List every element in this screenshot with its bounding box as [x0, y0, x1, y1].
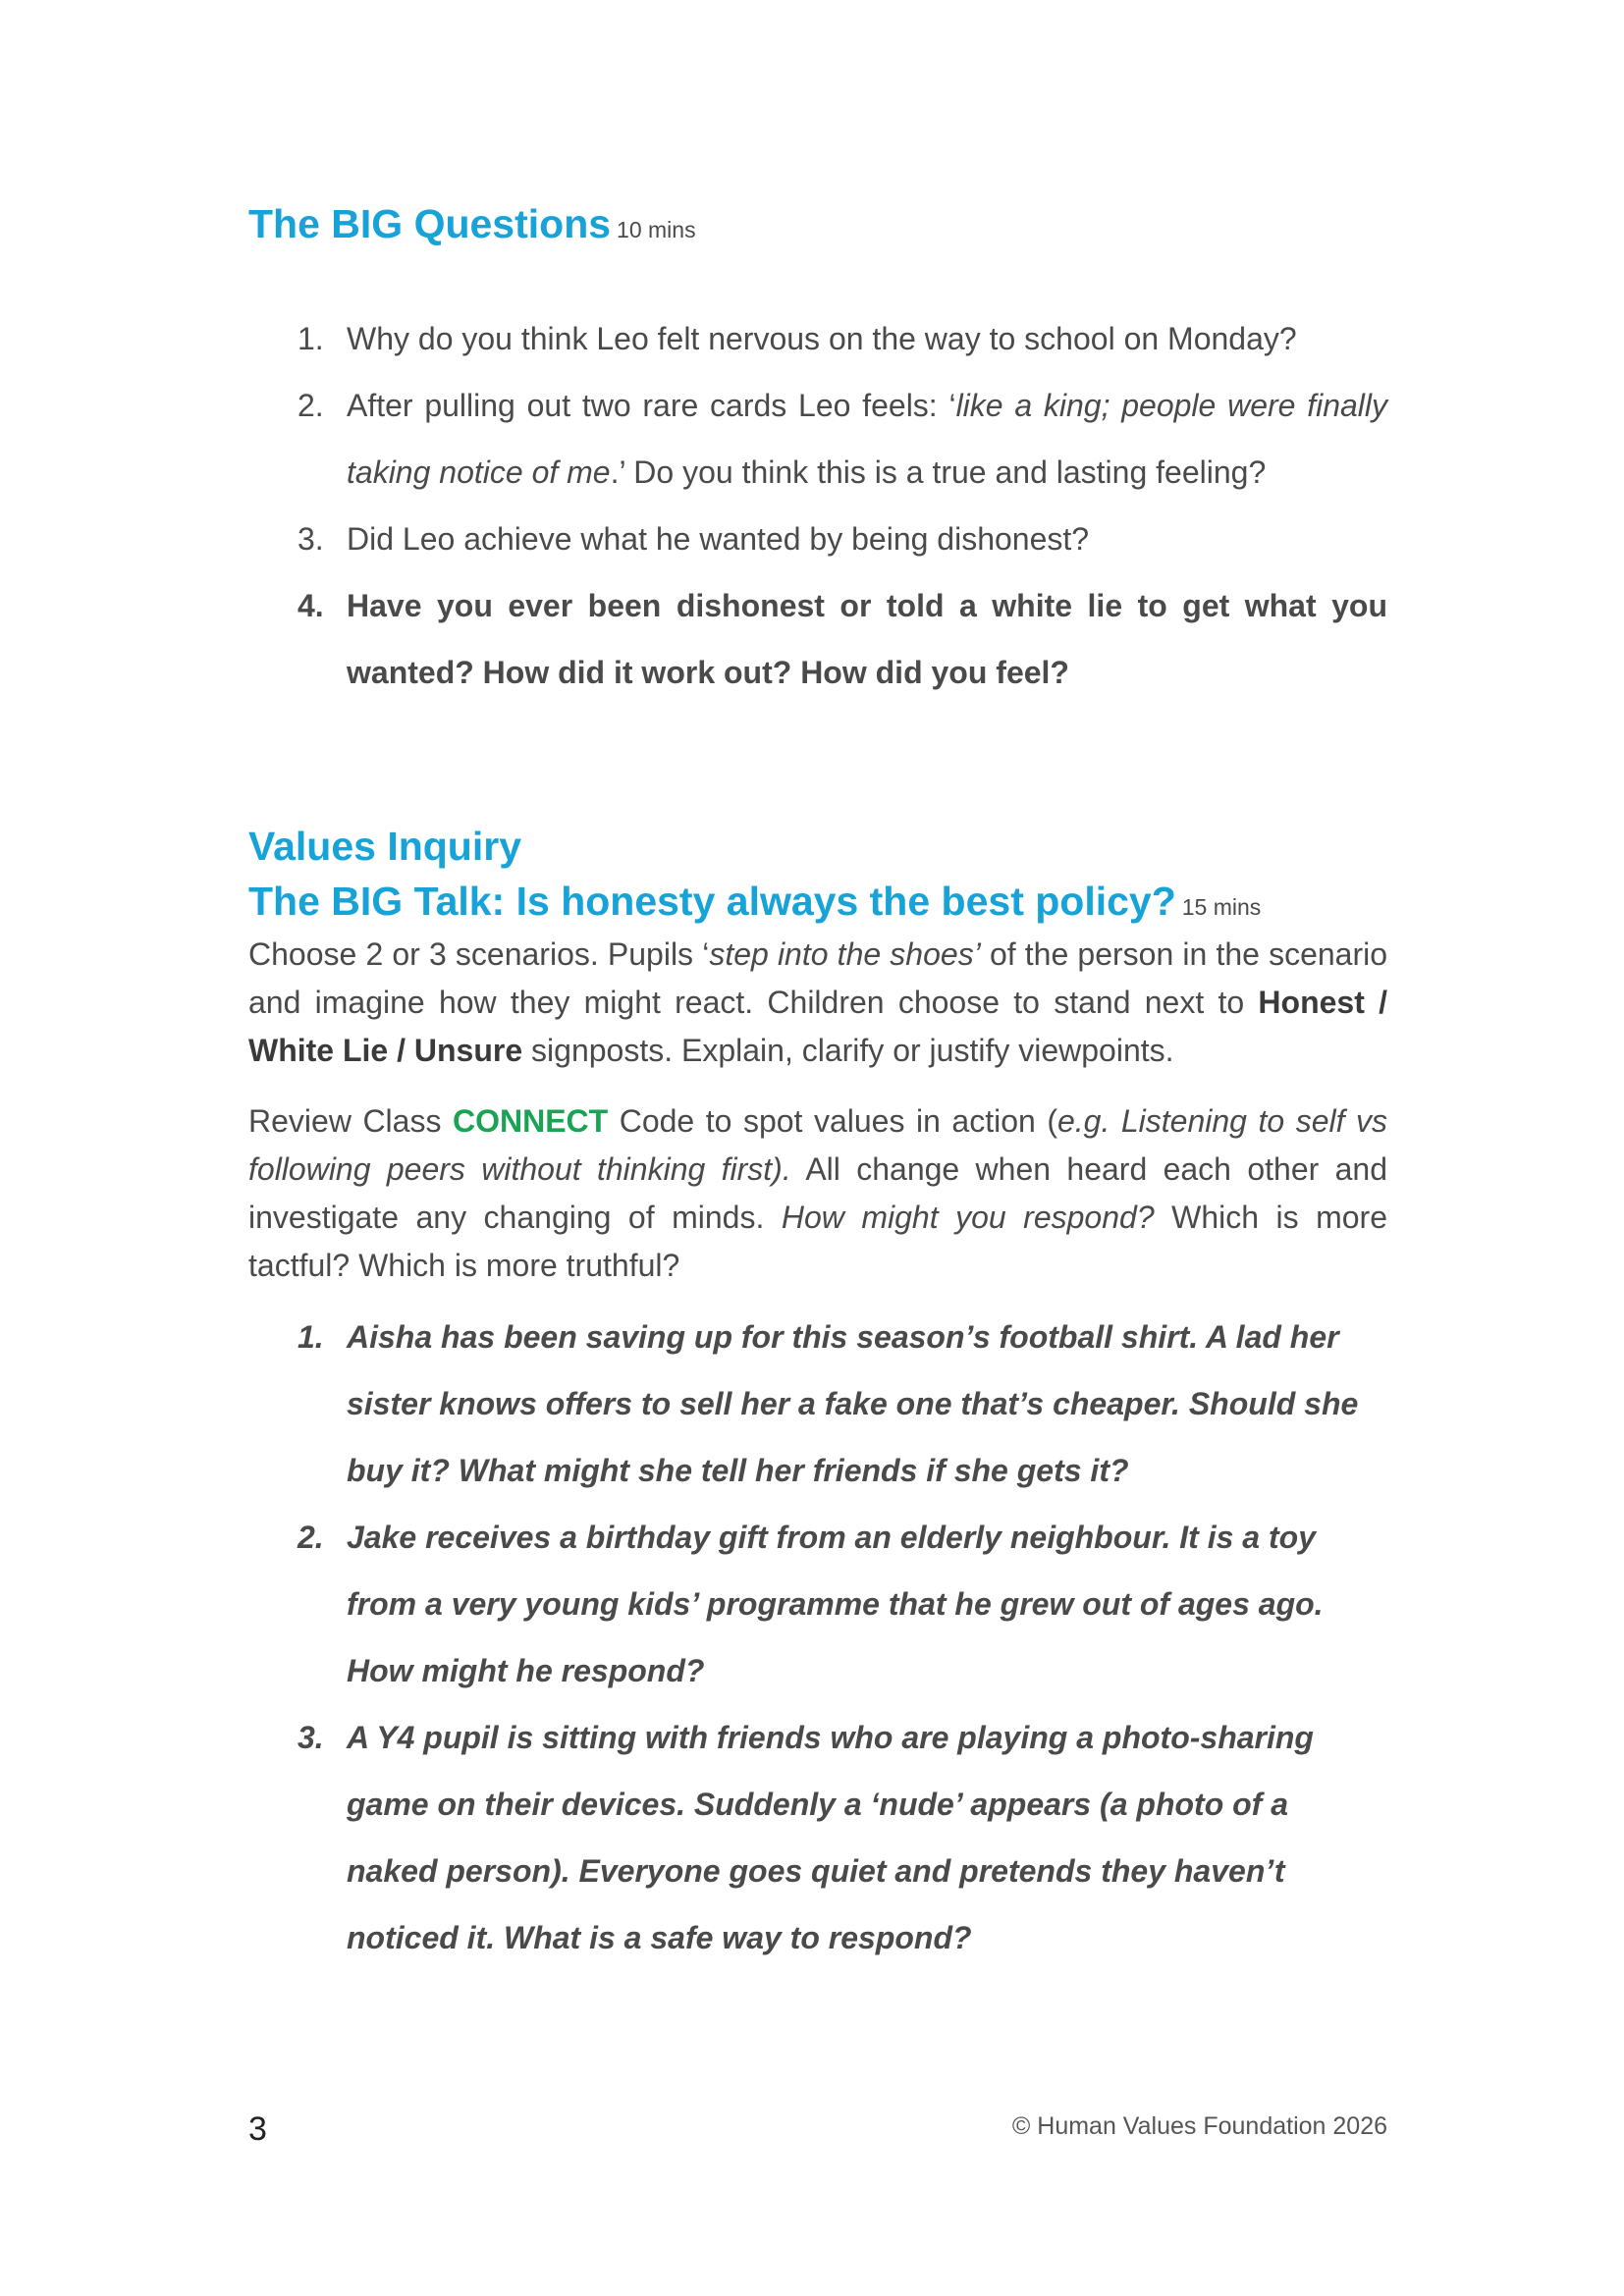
review-italic: How might you respond?	[781, 1200, 1155, 1235]
values-inquiry-heading	[248, 824, 521, 869]
review-paragraph	[248, 1097, 1387, 1290]
question-text-pre: After pulling out two rare cards Leo feels: ‘	[347, 388, 956, 423]
review-text: Code to spot values in action (	[608, 1103, 1057, 1139]
intro-text: signposts. Explain, clarify or justify viewpoints.	[522, 1033, 1174, 1068]
copyright-notice: © Human Values Foundation 2026	[1011, 2112, 1387, 2140]
big-questions-heading	[248, 201, 696, 246]
big-questions-title: The BIG Questions	[248, 201, 612, 246]
scenario-text: Jake receives a birthday gift from an elderly neighbour. It is a toy from a very young kids’ programme that he grew out of ages ago. How might he respond?	[347, 1520, 1324, 1688]
question-number: 2.	[298, 388, 324, 423]
intro-text: of the person in the scenario and imagine how they might react. Children choose to stand next to	[248, 936, 1388, 1020]
review-text: Which is more tactful? Which is more truthful?	[248, 1200, 1388, 1283]
question-text: Why do you think Leo felt nervous on the way to school on Monday?	[347, 321, 1297, 356]
intro-text: Choose 2 or 3 scenarios. Pupils ‘	[248, 936, 710, 972]
intro-italic: step into the shoes’	[709, 936, 981, 972]
scenario-number: 2.	[298, 1520, 324, 1555]
connect-label: CONNECT	[452, 1103, 609, 1139]
scenario-text: Aisha has been saving up for this season’s football shirt. A lad her sister knows offers to sell her a fake one that’s cheaper. Should she buy it? What might she tell her friends if she gets it?	[347, 1319, 1359, 1488]
scenario-number: 3.	[298, 1720, 324, 1755]
scenario-item	[248, 1304, 1387, 1504]
scenario-item	[248, 1704, 1387, 1971]
big-questions-list	[248, 305, 1387, 706]
signposts-label: Honest / White Lie / Unsure	[248, 985, 1388, 1068]
big-talk-title: The BIG Talk: Is honesty always the best policy?	[248, 879, 1176, 924]
big-talk-duration: 15 mins	[1181, 894, 1262, 920]
big-talk-heading	[248, 881, 1261, 922]
review-italic: e.g. Listening to self vs following peers without thinking first).	[248, 1103, 1388, 1187]
page-number: 3	[248, 2110, 267, 2148]
question-number: 4.	[298, 588, 324, 623]
review-text: Review Class	[248, 1103, 453, 1139]
scenario-item	[248, 1504, 1387, 1704]
question-item	[248, 305, 1387, 372]
scenario-number: 1.	[298, 1319, 324, 1355]
big-questions-duration: 10 mins	[617, 217, 696, 242]
question-number: 1.	[298, 321, 324, 356]
intro-paragraph	[248, 931, 1387, 1075]
question-number: 3.	[298, 521, 324, 557]
question-item	[248, 506, 1387, 572]
scenario-text: A Y4 pupil is sitting with friends who are playing a photo-sharing game on their devices. Suddenly a ‘nude’ appears (a photo of a naked person). Everyone goes quiet and pretends they haven’t noticed it. What is a safe way to respond?	[347, 1720, 1314, 1955]
question-text: Did Leo achieve what he wanted by being dishonest?	[347, 521, 1090, 557]
question-quote: like a king; people were finally taking notice of me	[347, 388, 1388, 490]
values-inquiry-title: Values Inquiry	[248, 824, 521, 869]
scenarios-list	[248, 1304, 1387, 1971]
question-item	[248, 372, 1387, 506]
question-item	[248, 572, 1387, 706]
review-text: All change when heard each other and investigate any changing of minds.	[248, 1151, 1388, 1235]
question-text: Have you ever been dishonest or told a white lie to get what you wanted? How did it work out? How did you feel?	[347, 588, 1387, 690]
question-text-post: .’ Do you think this is a true and lasting feeling?	[610, 454, 1267, 490]
